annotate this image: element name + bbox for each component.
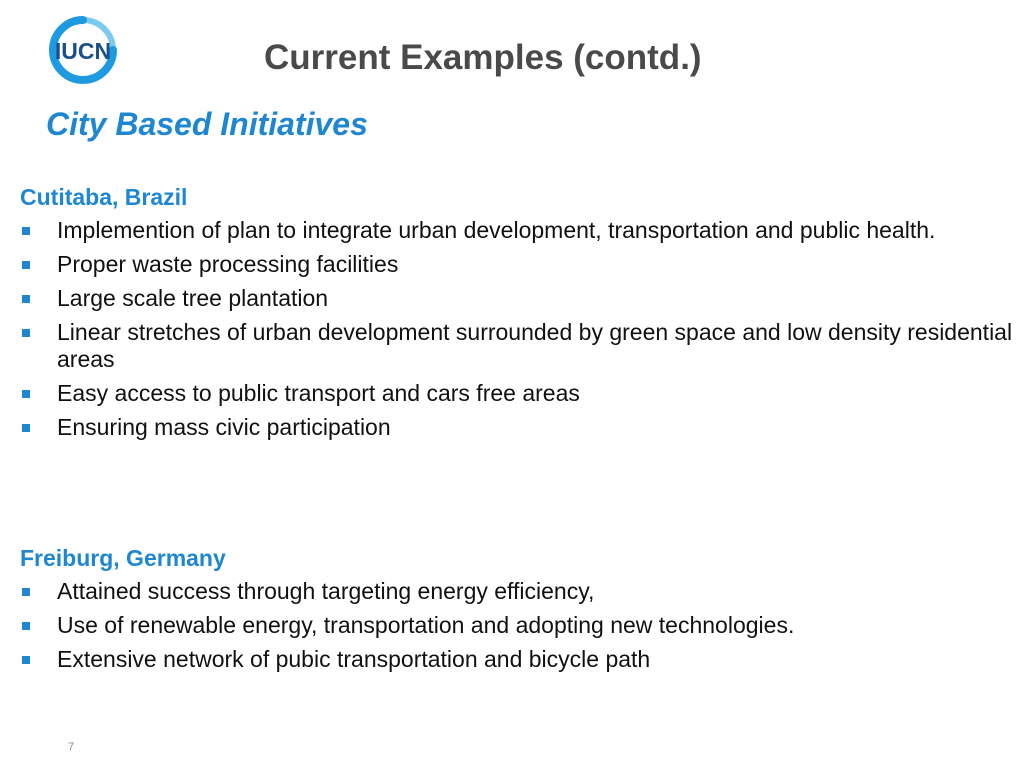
list-item-text: Easy access to public transport and cars free areas (57, 380, 580, 406)
list-item-text: Implemention of plan to integrate urban development, transportation and public health. (57, 217, 936, 243)
bullet-square-icon (22, 390, 30, 398)
list-item (20, 414, 1020, 441)
list-item (20, 319, 1020, 373)
page-title: Current Examples (contd.) (264, 38, 702, 77)
page-subtitle: City Based Initiatives (46, 106, 368, 142)
section-cutitaba (20, 183, 1020, 448)
page-number: 7 (68, 741, 75, 753)
bullet-square-icon (22, 329, 30, 337)
list-item (20, 380, 1020, 407)
section-freiburg (20, 544, 1020, 680)
list-item-text: Attained success through targeting energy efficiency, (57, 578, 595, 604)
bullet-list (20, 578, 1020, 673)
bullet-square-icon (22, 622, 30, 630)
list-item-text: Linear stretches of urban development surrounded by green space and low density residential areas (57, 319, 1013, 372)
list-item (20, 251, 1020, 278)
iucn-logo (46, 16, 122, 84)
list-item-text: Use of renewable energy, transportation and adopting new technologies. (57, 612, 795, 638)
list-item-text: Extensive network of pubic transportation and bicycle path (57, 646, 651, 672)
bullet-square-icon (22, 261, 30, 269)
bullet-list (20, 217, 1020, 441)
bullet-square-icon (22, 656, 30, 664)
bullet-square-icon (22, 295, 30, 303)
section-heading: Cutitaba, Brazil (20, 184, 188, 210)
section-heading: Freiburg, Germany (20, 545, 226, 571)
list-item-text: Proper waste processing facilities (57, 251, 399, 277)
list-item (20, 646, 1020, 673)
list-item-text: Large scale tree plantation (57, 285, 329, 311)
list-item (20, 612, 1020, 639)
list-item (20, 285, 1020, 312)
iucn-logo-icon (46, 16, 122, 84)
list-item (20, 217, 1020, 244)
list-item-text: Ensuring mass civic participation (57, 414, 391, 440)
list-item (20, 578, 1020, 605)
bullet-square-icon (22, 227, 30, 235)
bullet-square-icon (22, 424, 30, 432)
bullet-square-icon (22, 588, 30, 596)
logo-text: IUCN (54, 38, 112, 64)
